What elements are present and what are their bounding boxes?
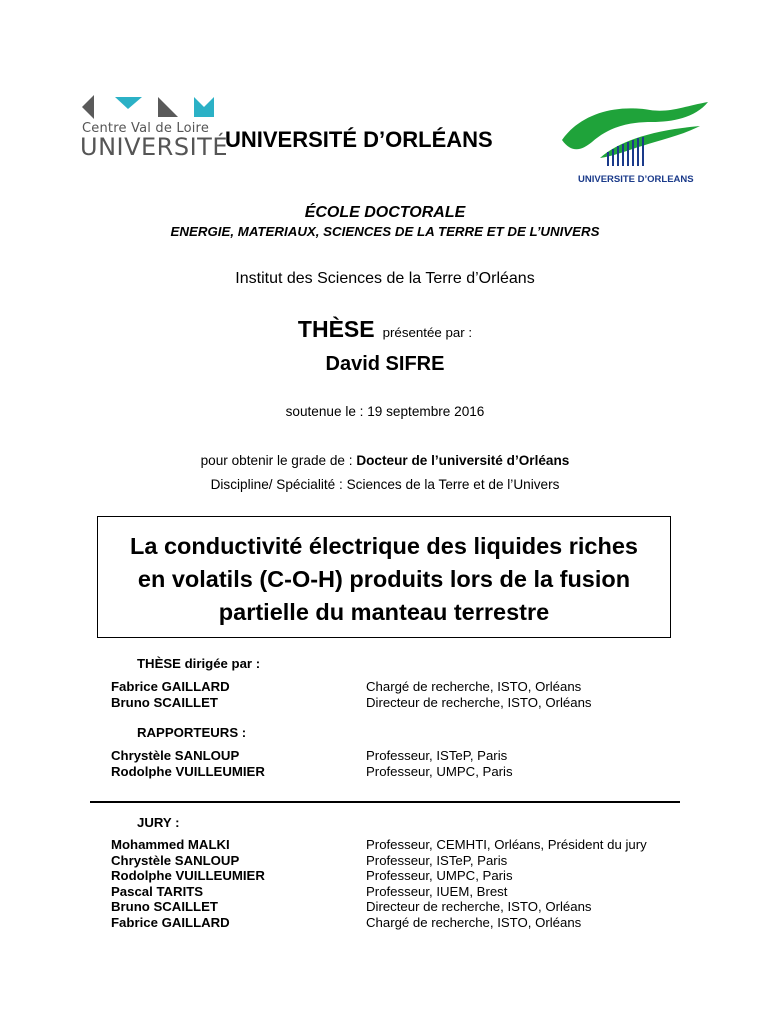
person-role: Professeur, ISTeP, Paris	[366, 748, 508, 763]
person-name: Rodolphe VUILLEUMIER	[111, 763, 265, 779]
person-name: Mohammed MALKI	[111, 837, 230, 852]
person-role: Directeur de recherche, ISTO, Orléans	[366, 899, 592, 914]
reviewers-heading: RAPPORTEURS :	[137, 725, 247, 740]
jury-heading: JURY :	[137, 815, 180, 830]
thesis-heading	[0, 316, 770, 343]
person-name: Bruno SCAILLET	[111, 899, 218, 914]
reviewers-roles	[366, 748, 513, 779]
person-role: Professeur, UMPC, Paris	[366, 868, 513, 883]
person-name: Rodolphe VUILLEUMIER	[111, 868, 265, 883]
degree-line	[0, 453, 770, 468]
logo-line1: Centre Val de Loire	[82, 121, 210, 136]
supervisors-heading: THÈSE dirigée par :	[137, 656, 261, 671]
institute-name: Institut des Sciences de la Terre d’Orléans	[235, 270, 535, 287]
orleans-logo-label: UNIVERSITE D’ORLEANS	[578, 174, 694, 185]
degree-name: Docteur de l’université d’Orléans	[356, 453, 570, 468]
person-name: Bruno SCAILLET	[111, 694, 218, 710]
thesis-word: THÈSE	[297, 316, 375, 342]
person-name: Fabrice GAILLARD	[111, 679, 230, 694]
person-role: Chargé de recherche, ISTO, Orléans	[366, 679, 582, 694]
jury-names	[111, 837, 265, 930]
presented-by: présentée par :	[382, 325, 473, 340]
person-role: Directeur de recherche, ISTO, Orléans	[366, 694, 592, 710]
thesis-title-line: partielle du manteau terrestre	[218, 599, 550, 625]
supervisors-names	[111, 679, 230, 710]
person-name: Pascal TARITS	[111, 883, 204, 899]
universite-orleans-logo	[560, 100, 712, 190]
person-role: Professeur, CEMHTI, Orléans, Président du jury	[366, 837, 647, 852]
thesis-title-box	[97, 516, 671, 638]
person-role: Chargé de recherche, ISTO, Orléans	[366, 914, 582, 930]
thesis-title-line: en volatils (C-O-H) produits lors de la fusion	[137, 566, 631, 592]
centre-val-de-loire-logo	[80, 95, 228, 165]
supervisors-roles	[366, 679, 592, 710]
reviewers-names	[111, 748, 265, 779]
person-name: Chrystèle SANLOUP	[111, 748, 240, 763]
degree-prefix: pour obtenir le grade de :	[200, 453, 357, 468]
jury-roles	[366, 837, 647, 930]
orleans-swoosh-icon	[560, 100, 712, 174]
university-title: UNIVERSITÉ D’ORLÉANS	[225, 127, 493, 152]
discipline: Discipline/ Spécialité : Sciences de la Terre et de l’Univers	[210, 477, 560, 492]
thesis-title-line: La conductivité électrique des liquides riches	[129, 533, 638, 559]
person-role: Professeur, ISTeP, Paris	[366, 852, 508, 868]
person-role: Professeur, IUEM, Brest	[366, 883, 508, 899]
logo-line2: UNIVERSITÉ	[80, 133, 228, 161]
defense-date: soutenue le : 19 septembre 2016	[285, 404, 485, 419]
logo-shapes-icon	[80, 95, 220, 121]
person-name: Chrystèle SANLOUP	[111, 852, 240, 868]
person-name: Fabrice GAILLARD	[111, 914, 230, 930]
author-name: David SIFRE	[325, 353, 445, 375]
person-role: Professeur, UMPC, Paris	[366, 763, 513, 779]
section-divider	[90, 801, 680, 803]
doctoral-school-subtitle: ENERGIE, MATERIAUX, SCIENCES DE LA TERRE ET DE L’UNIVERS	[170, 224, 600, 239]
thesis-title	[98, 530, 670, 629]
doctoral-school-title: ÉCOLE DOCTORALE	[304, 204, 466, 221]
